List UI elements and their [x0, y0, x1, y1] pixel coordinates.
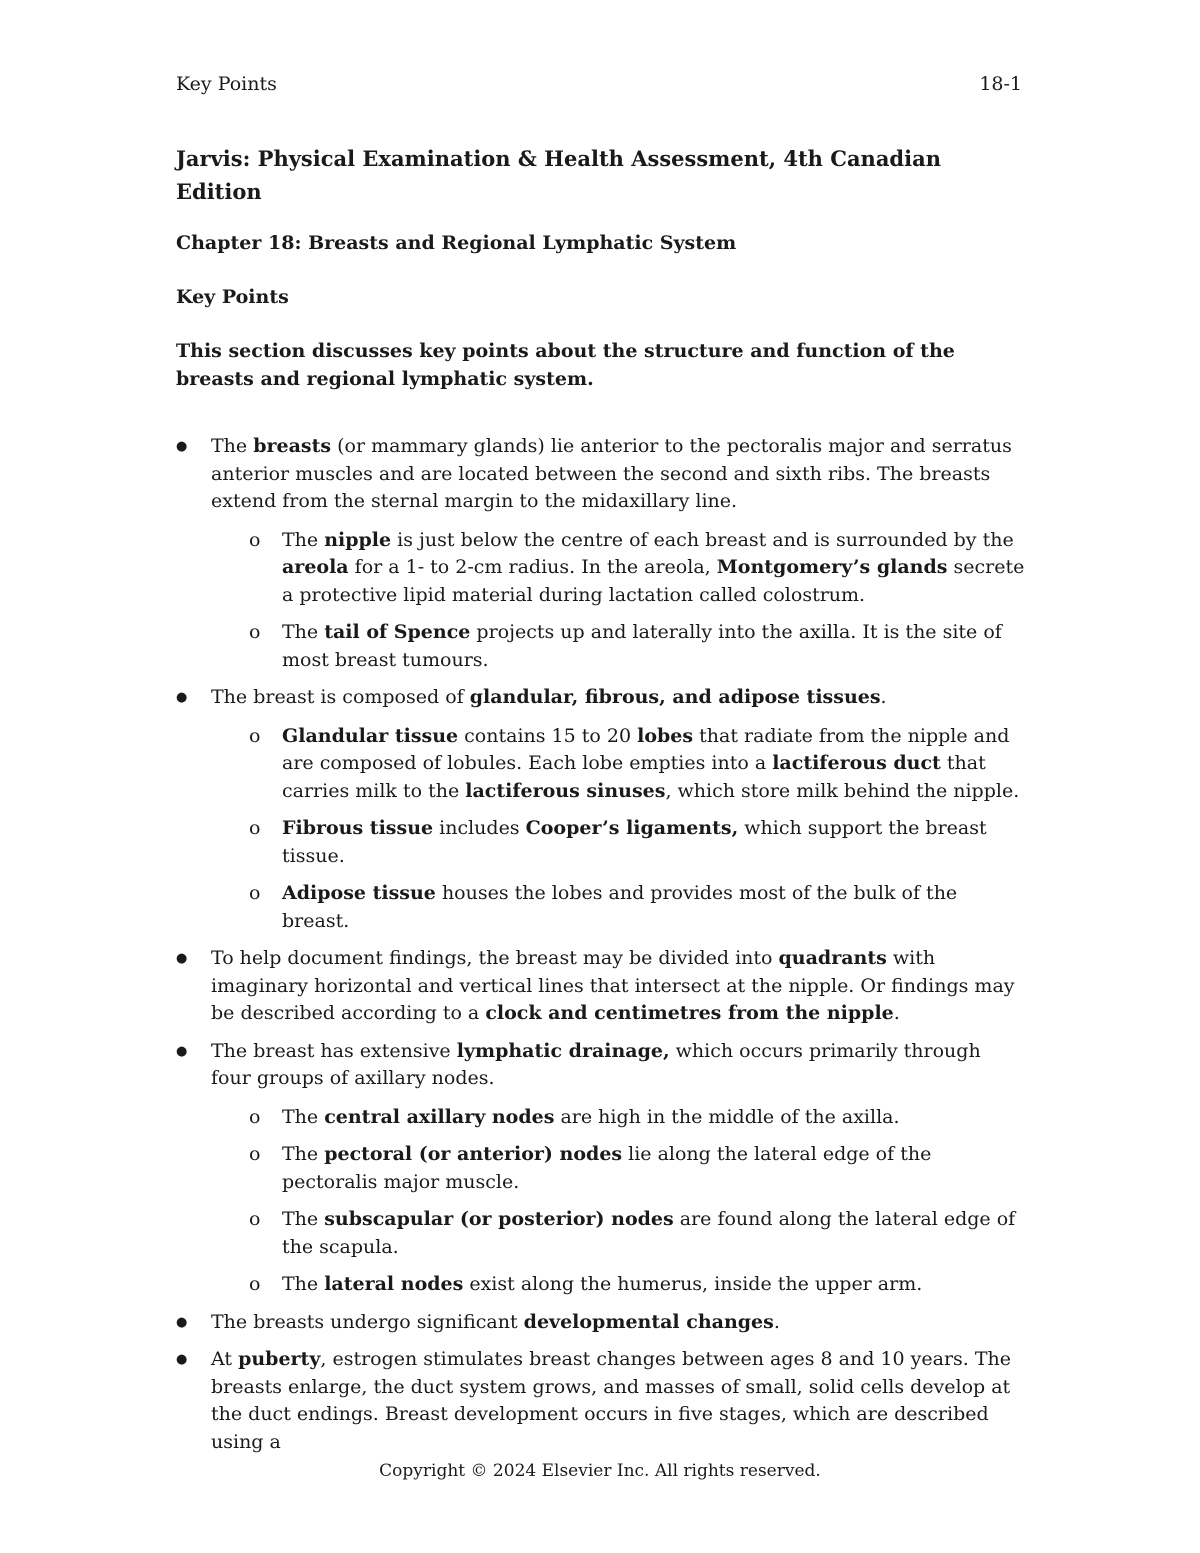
text-run: At — [211, 1348, 239, 1370]
bold-term: areola — [282, 556, 349, 578]
bold-term: lateral nodes — [324, 1273, 464, 1295]
bold-term: clock and centimetres from the nipple — [485, 1002, 894, 1024]
key-point-item — [176, 1346, 1026, 1456]
key-point-text — [211, 1348, 1011, 1453]
key-points-list — [176, 433, 1026, 1456]
key-point-text — [211, 1040, 981, 1090]
bold-term: lobes — [637, 724, 694, 747]
bullet-dot-icon: ● — [176, 439, 188, 454]
sub-point-item — [211, 815, 1026, 870]
sub-point-text — [282, 1208, 1015, 1258]
bold-term: puberty — [238, 1348, 321, 1370]
bold-term: lymphatic drainage, — [456, 1039, 670, 1062]
text-run: which occurs primarily through four groups of axillary nodes. — [211, 1039, 981, 1089]
circle-bullet-icon: o — [249, 1143, 261, 1165]
header-page-number: 18-1 — [979, 73, 1022, 95]
text-run: The breasts undergo significant — [211, 1310, 524, 1333]
sub-point-text — [282, 725, 1019, 802]
text-run: . — [773, 1310, 780, 1333]
text-run: secrete a protective lipid material during lactation called colostrum. — [282, 556, 1025, 606]
circle-bullet-icon: o — [249, 1105, 261, 1128]
circle-bullet-icon: o — [249, 1208, 261, 1230]
chapter-heading: Chapter 18: Breasts and Regional Lymphatic System — [176, 232, 737, 254]
sub-point-item — [211, 723, 1026, 806]
text-run: The — [211, 435, 254, 457]
bold-term: central axillary nodes — [324, 1105, 555, 1128]
text-run: The — [282, 1143, 325, 1165]
key-point-item — [176, 945, 1026, 1028]
text-run: The — [282, 1273, 325, 1295]
text-run: The — [282, 1208, 325, 1230]
text-run: exist along the humerus, inside the upper arm. — [463, 1273, 923, 1295]
text-run: houses the lobes and provides most of the bulk of the breast. — [282, 882, 958, 932]
bold-term: pectoral (or anterior) nodes — [324, 1143, 623, 1165]
bullet-dot-icon: ● — [176, 1043, 188, 1059]
header-section-label: Key Points — [176, 73, 277, 95]
circle-bullet-icon: o — [249, 528, 261, 551]
sub-point-list — [211, 1104, 1026, 1299]
text-run: To help document findings, the breast may be divided into — [211, 947, 779, 969]
text-run: (or mammary glands) lie anterior to the pectoralis major and serratus anterior muscles and are located between the second and sixth ribs. The breasts extend from the sternal margin to the midaxillary line. — [211, 435, 1012, 512]
sub-point-item — [211, 1141, 1026, 1196]
text-run: are found along the lateral edge of the scapula. — [282, 1208, 1016, 1258]
bold-term: lactiferous sinuses — [465, 779, 666, 802]
sub-point-text — [282, 817, 987, 867]
key-point-text — [211, 947, 1015, 1024]
bold-term: subscapular (or posterior) nodes — [324, 1208, 674, 1230]
sub-point-item — [211, 1104, 1026, 1132]
key-point-item — [176, 433, 1026, 674]
text-run: . — [893, 1002, 900, 1024]
circle-bullet-icon: o — [249, 621, 261, 643]
document-title: Jarvis: Physical Examination & Health Assessment, 4th Canadian Edition — [176, 146, 941, 204]
bold-term: lactiferous duct — [772, 752, 941, 774]
section-heading: Key Points — [176, 286, 289, 308]
text-run: includes — [433, 817, 526, 839]
text-run: lie along the lateral edge of the pectoralis major muscle. — [282, 1143, 932, 1193]
sub-point-list — [211, 527, 1026, 675]
bold-term: Montgomery’s glands — [716, 556, 948, 578]
copyright-footer: Copyright © 2024 Elsevier Inc. All rights reserved. — [379, 1461, 821, 1481]
bold-term: quadrants — [778, 947, 887, 969]
bullet-dot-icon: ● — [176, 690, 188, 705]
key-point-text — [211, 435, 1012, 512]
text-run: projects up and laterally into the axilla. It is the site of most breast tumours. — [282, 621, 1002, 671]
text-run: contains 15 to 20 — [458, 724, 638, 747]
sub-point-text — [282, 1106, 900, 1128]
text-run: The breast has extensive — [211, 1039, 457, 1062]
document-body — [176, 142, 1026, 1466]
sub-point-item — [211, 1271, 1026, 1299]
circle-bullet-icon: o — [249, 724, 261, 747]
circle-bullet-icon: o — [249, 1273, 261, 1295]
text-run: that carries milk to the — [282, 752, 986, 802]
sub-point-item — [211, 619, 1026, 674]
bullet-dot-icon: ● — [176, 951, 188, 966]
bold-term: Fibrous tissue — [282, 817, 434, 839]
sub-point-item — [211, 527, 1026, 610]
text-run: , estrogen stimulates breast changes between ages 8 and 10 years. The breasts enlarge, the duct system grows, and masses of small, solid cells develop at the duct endings. Breast development occurs in five stages, which are described using a — [211, 1348, 1012, 1453]
text-run: that radiate from the nipple and are composed of lobules. Each lobe empties into a — [282, 724, 1010, 774]
sub-point-text — [282, 1273, 922, 1295]
text-run: The — [282, 621, 325, 643]
text-run: . — [880, 686, 887, 708]
text-run: The breast is composed of — [211, 686, 470, 708]
bold-term: breasts — [253, 435, 332, 457]
sub-point-text — [282, 529, 1024, 606]
bold-term: tail of Spence — [324, 621, 471, 643]
text-run: The — [282, 1105, 325, 1128]
key-point-text — [211, 1311, 780, 1333]
text-run: , which store milk behind the nipple. — [665, 779, 1020, 802]
sub-point-item — [211, 1206, 1026, 1261]
bold-term: nipple — [324, 528, 392, 551]
bold-term: Cooper’s ligaments, — [525, 817, 739, 839]
bold-term: Glandular tissue — [282, 724, 459, 747]
sub-point-text — [282, 1143, 931, 1193]
page-header — [176, 73, 1022, 95]
circle-bullet-icon: o — [249, 817, 261, 839]
bold-term: Adipose tissue — [282, 882, 436, 904]
text-run: The — [282, 528, 325, 551]
sub-point-text — [282, 621, 1002, 671]
sub-point-list — [211, 723, 1026, 936]
key-point-item — [176, 684, 1026, 935]
text-run: is just below the centre of each breast and is surrounded by the — [391, 528, 1014, 551]
key-point-text — [211, 686, 887, 708]
circle-bullet-icon: o — [249, 882, 261, 904]
bullet-dot-icon: ● — [176, 1314, 188, 1330]
bold-term: developmental changes — [523, 1310, 774, 1333]
text-run: for a 1- to 2-cm radius. In the areola, — [348, 556, 717, 578]
key-point-item — [176, 1309, 1026, 1337]
text-run: which support the breast tissue. — [282, 817, 987, 867]
text-run: are high in the middle of the axilla. — [554, 1105, 900, 1128]
sub-point-item — [211, 880, 1026, 935]
sub-point-text — [282, 882, 957, 932]
intro-paragraph: This section discusses key points about the structure and function of the breasts and regional lymphatic system. — [176, 340, 955, 390]
bold-term: glandular, fibrous, and adipose tissues — [469, 686, 881, 708]
bullet-dot-icon: ● — [176, 1352, 188, 1367]
key-point-item — [176, 1038, 1026, 1299]
text-run: with imaginary horizontal and vertical lines that intersect at the nipple. Or findings may be described according to a — [211, 947, 1015, 1024]
